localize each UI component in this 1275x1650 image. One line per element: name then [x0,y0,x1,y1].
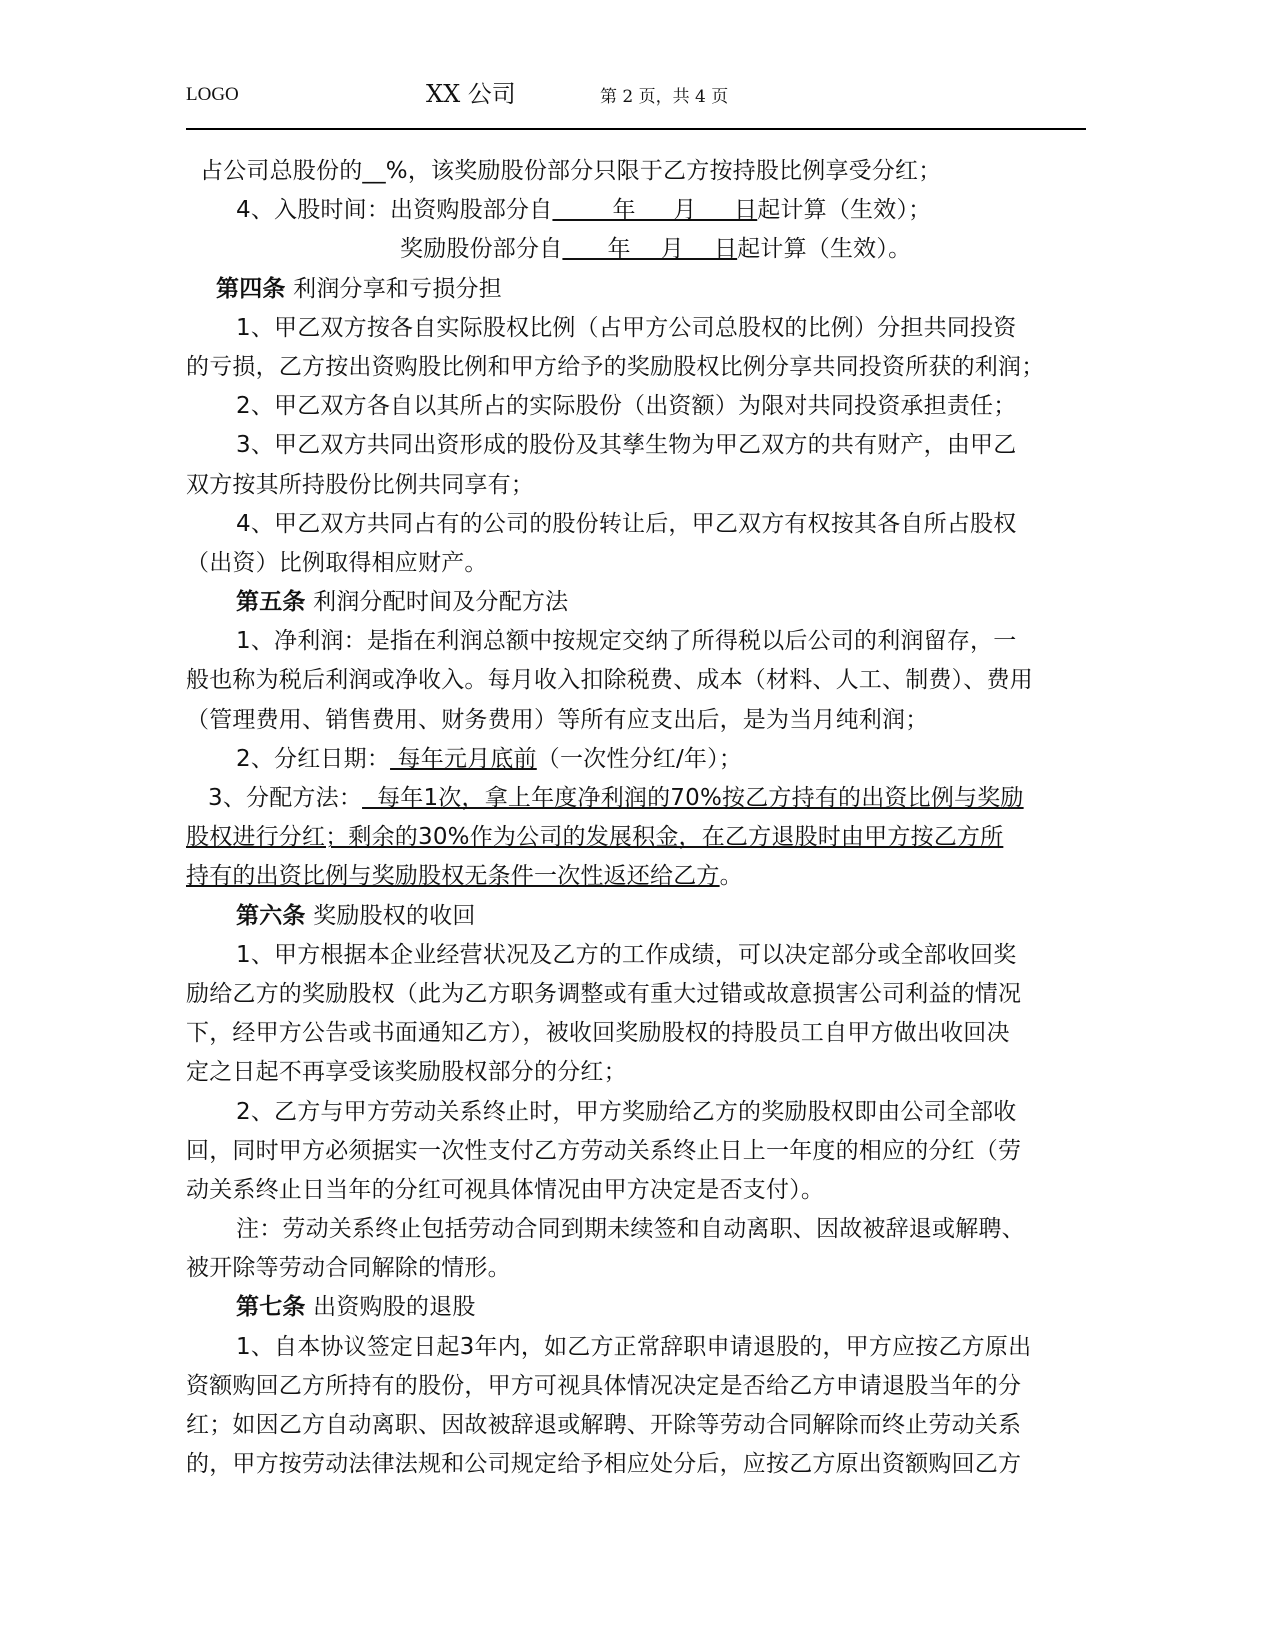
paragraph-line: 2、分红日期： 每年元月底前（一次性分红/年）； [236,745,743,772]
paragraph-line: 的亏损，乙方按出资购股比例和甲方给予的奖励股权比例分享共同投资所获的利润； [186,353,1045,380]
section-heading [186,897,1086,936]
underlined-value: 每年1次，拿上年度净利润的70%按乙方持有的出资比例与奖励 [362,785,1024,811]
paragraph-line: 回，同时甲方必须据实一次性支付乙方劳动关系终止日上一年度的相应的分红（劳 [186,1137,1022,1164]
section-heading [186,1288,1086,1327]
paragraph-line: 般也称为税后利润或净收入。每月收入扣除税费、成本（材料、人工、制费）、费用 [186,667,1033,694]
section-title: 奖励股权的收回 [305,902,476,929]
section-number: 第五条 [236,589,306,616]
page-number: 第 2 页，共 4 页 [600,87,729,107]
paragraph-line: 2、甲乙双方各自以其所占的实际股份（出资额）为限对共同投资承担责任； [236,393,1017,420]
page-header [186,74,1086,134]
document-body [186,152,1086,1484]
note-line: 被开除等劳动合同解除的情形。 [186,1255,511,1282]
paragraph-line: 励给乙方的奖励股权（此为乙方职务调整或有重大过错或故意损害公司利益的情况 [186,980,1022,1007]
date-blank: 年 月 日 [562,236,738,263]
paragraph-line: 3、甲乙双方共同出资形成的股份及其孳生物为甲乙双方的共有财产，由甲乙 [236,432,1017,459]
section-number: 第六条 [236,902,306,929]
section-title: 利润分享和亏损分担 [285,275,502,302]
paragraph-line: （出资）比例取得相应财产。 [186,549,488,576]
underlined-value: 每年元月底前 [390,745,537,772]
date-blank: 年 月 日 [552,197,758,224]
header-divider [186,128,1086,130]
section-heading [186,270,1086,309]
paragraph-line: 1、甲方根据本企业经营状况及乙方的工作成绩，可以决定部分或全部收回奖 [236,941,1017,968]
paragraph-line: 双方按其所持股份比例共同享有； [186,471,534,498]
paragraph-line: 占公司总股份的__%，该奖励股份部分只限于乙方按持股比例享受分红； [200,158,942,184]
section-title: 利润分配时间及分配方法 [305,589,569,616]
paragraph-line [186,818,1086,857]
paragraph-line: 4、入股时间：出资购股部分自 年 月 日起计算（生效）； [236,197,932,224]
paragraph-line: （管理费用、销售费用、财务费用）等所有应支出后，是为当月纯利润； [186,706,929,733]
paragraph-line: 1、自本协议签定日起3年内，如乙方正常辞职申请退股的，甲方应按乙方原出 [236,1333,1032,1360]
section-number: 第四条 [216,275,286,302]
underlined-value: 持有的出资比例与奖励股权无条件一次性返还给乙方 [186,863,720,890]
paragraph-line: 红；如因乙方自动离职、因故被辞退或解聘、开除等劳动合同解除而终止劳动关系 [186,1412,1022,1438]
paragraph-line: 3、分配方法： 每年1次，拿上年度净利润的70%按乙方持有的出资比例与奖励 [208,785,1024,811]
paragraph-line: 2、乙方与甲方劳动关系终止时，甲方奖励给乙方的奖励股权即由公司全部收 [236,1098,1017,1125]
section-heading [186,583,1086,622]
company-name: XX 公司 [426,80,516,108]
paragraph-line: 持有的出资比例与奖励股权无条件一次性返还给乙方。 [186,863,743,890]
paragraph-line: 的，甲方按劳动法律法规和公司规定给予相应处分后，应按乙方原出资额购回乙方 [186,1451,1022,1478]
note-line: 注：劳动关系终止包括劳动合同到期未续签和自动离职、因故被辞退或解聘、 [236,1216,1025,1243]
paragraph-line: 下，经甲方公告或书面通知乙方），被收回奖励股权的持股员工自甲方做出收回决 [186,1020,1010,1047]
paragraph-line: 1、净利润：是指在利润总额中按规定交纳了所得税以后公司的利润留存，一 [236,628,1017,655]
paragraph-line: 动关系终止日当年的分红可视具体情况由甲方决定是否支付）。 [186,1176,825,1203]
paragraph-line: 定之日起不再享受该奖励股权部分的分红； [186,1059,627,1086]
section-title: 出资购股的退股 [305,1294,476,1321]
section-number: 第七条 [236,1294,306,1321]
paragraph-line: 4、甲乙双方共同占有的公司的股份转让后，甲乙双方有权按其各自所占股权 [236,510,1017,537]
logo-placeholder: LOGO [186,84,239,105]
paragraph-line: 奖励股份部分自 年 月 日起计算（生效）。 [400,236,912,263]
paragraph-line: 资额购回乙方所持有的股份，甲方可视具体情况决定是否给乙方申请退股当年的分 [186,1372,1022,1399]
paragraph-line: 1、甲乙双方按各自实际股权比例（占甲方公司总股权的比例）分担共同投资 [236,314,1017,341]
underlined-value: 股权进行分红；剩余的30%作为公司的发展积金，在乙方退股时由甲方按乙方所 [186,824,1004,851]
